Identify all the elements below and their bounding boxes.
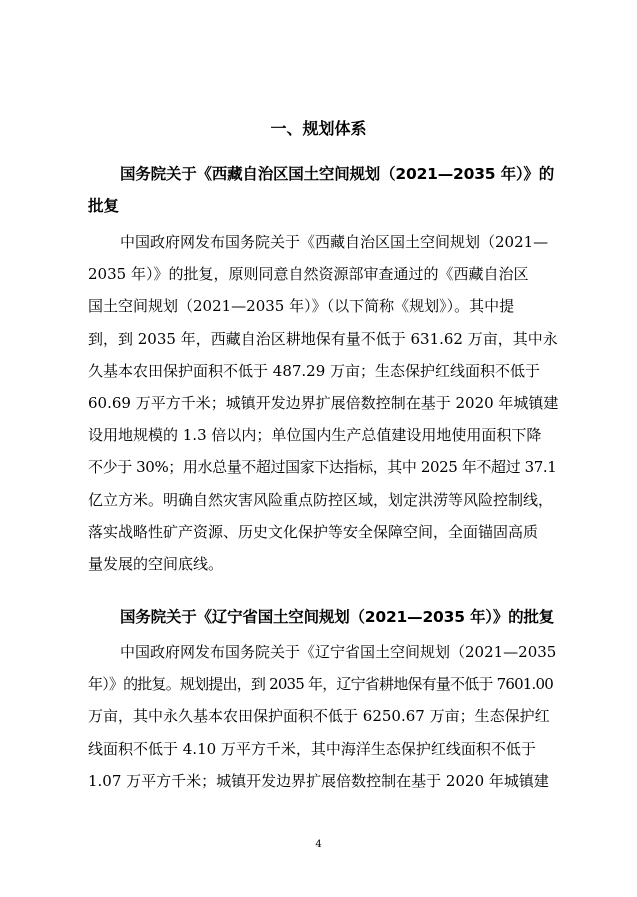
paragraph-line: 量发展的空间底线。 [88, 555, 224, 574]
paragraph-line: 2035 年）》的批复，原则同意自然资源部审查通过的《西藏自治区 [88, 265, 529, 284]
paragraph-line: 线面积不低于 4.10 万平方千米，其中海洋生态保护红线面积不低于 [88, 739, 536, 758]
heading-liaoning-plan-approval [88, 601, 560, 633]
paragraph-line: 久基本农田保护面积不低于 487.29 万亩；生态保护红线面积不低于 [88, 361, 541, 380]
paragraph-line: 设用地规模的 1.3 倍以内；单位国内生产总值建设用地使用面积下降 [88, 426, 542, 445]
paragraph-line: 万亩，其中永久基本农田保护面积不低于 6250.67 万亩；生态保护红 [88, 707, 550, 726]
paragraph-line: 亿立方米。明确自然灾害风险重点防控区域，划定洪涝等风险控制线， [88, 490, 554, 509]
paragraph-line: 到，到 2035 年，西藏自治区耕地保有量不低于 631.62 万亩，其中永 [88, 329, 558, 348]
paragraph-line: 年）》的批复。规划提出，到 2035 年，辽宁省耕地保有量不低于 7601.00 [88, 675, 554, 694]
paragraph-line: 国土空间规划（2021—2035 年）》（以下简称《规划》）。其中提 [88, 297, 515, 316]
paragraph-liaoning-plan [88, 636, 560, 797]
section-title: 一、规划体系 [270, 119, 367, 138]
paragraph-line: 中国政府网发布国务院关于《辽宁省国土空间规划（2021—2035 [120, 643, 557, 661]
heading-line: 批复 [88, 197, 120, 215]
paragraph-line: 60.69 万平方千米；城镇开发边界扩展倍数控制在基于 2020 年城镇建 [88, 394, 559, 413]
paragraph-line: 1.07 万平方千米；城镇开发边界扩展倍数控制在基于 2020 年城镇建 [88, 771, 549, 790]
paragraph-line: 中国政府网发布国务院关于《西藏自治区国土空间规划（2021— [120, 233, 549, 251]
page-number: 4 [315, 839, 322, 850]
paragraph-line: 不少于 30%；用水总量不超过国家下达指标，其中 2025 年不超过 37.1 [88, 458, 557, 477]
heading-line: 国务院关于《辽宁省国土空间规划（2021—2035 年）》的批复 [120, 608, 555, 626]
heading-tibet-plan-approval [88, 158, 560, 222]
paragraph-line: 落实战略性矿产资源、历史文化保护等安全保障空间，全面锚固高质 [88, 522, 539, 541]
heading-line: 国务院关于《西藏自治区国土空间规划（2021—2035 年）》的 [120, 165, 555, 183]
paragraph-tibet-plan [88, 226, 560, 580]
